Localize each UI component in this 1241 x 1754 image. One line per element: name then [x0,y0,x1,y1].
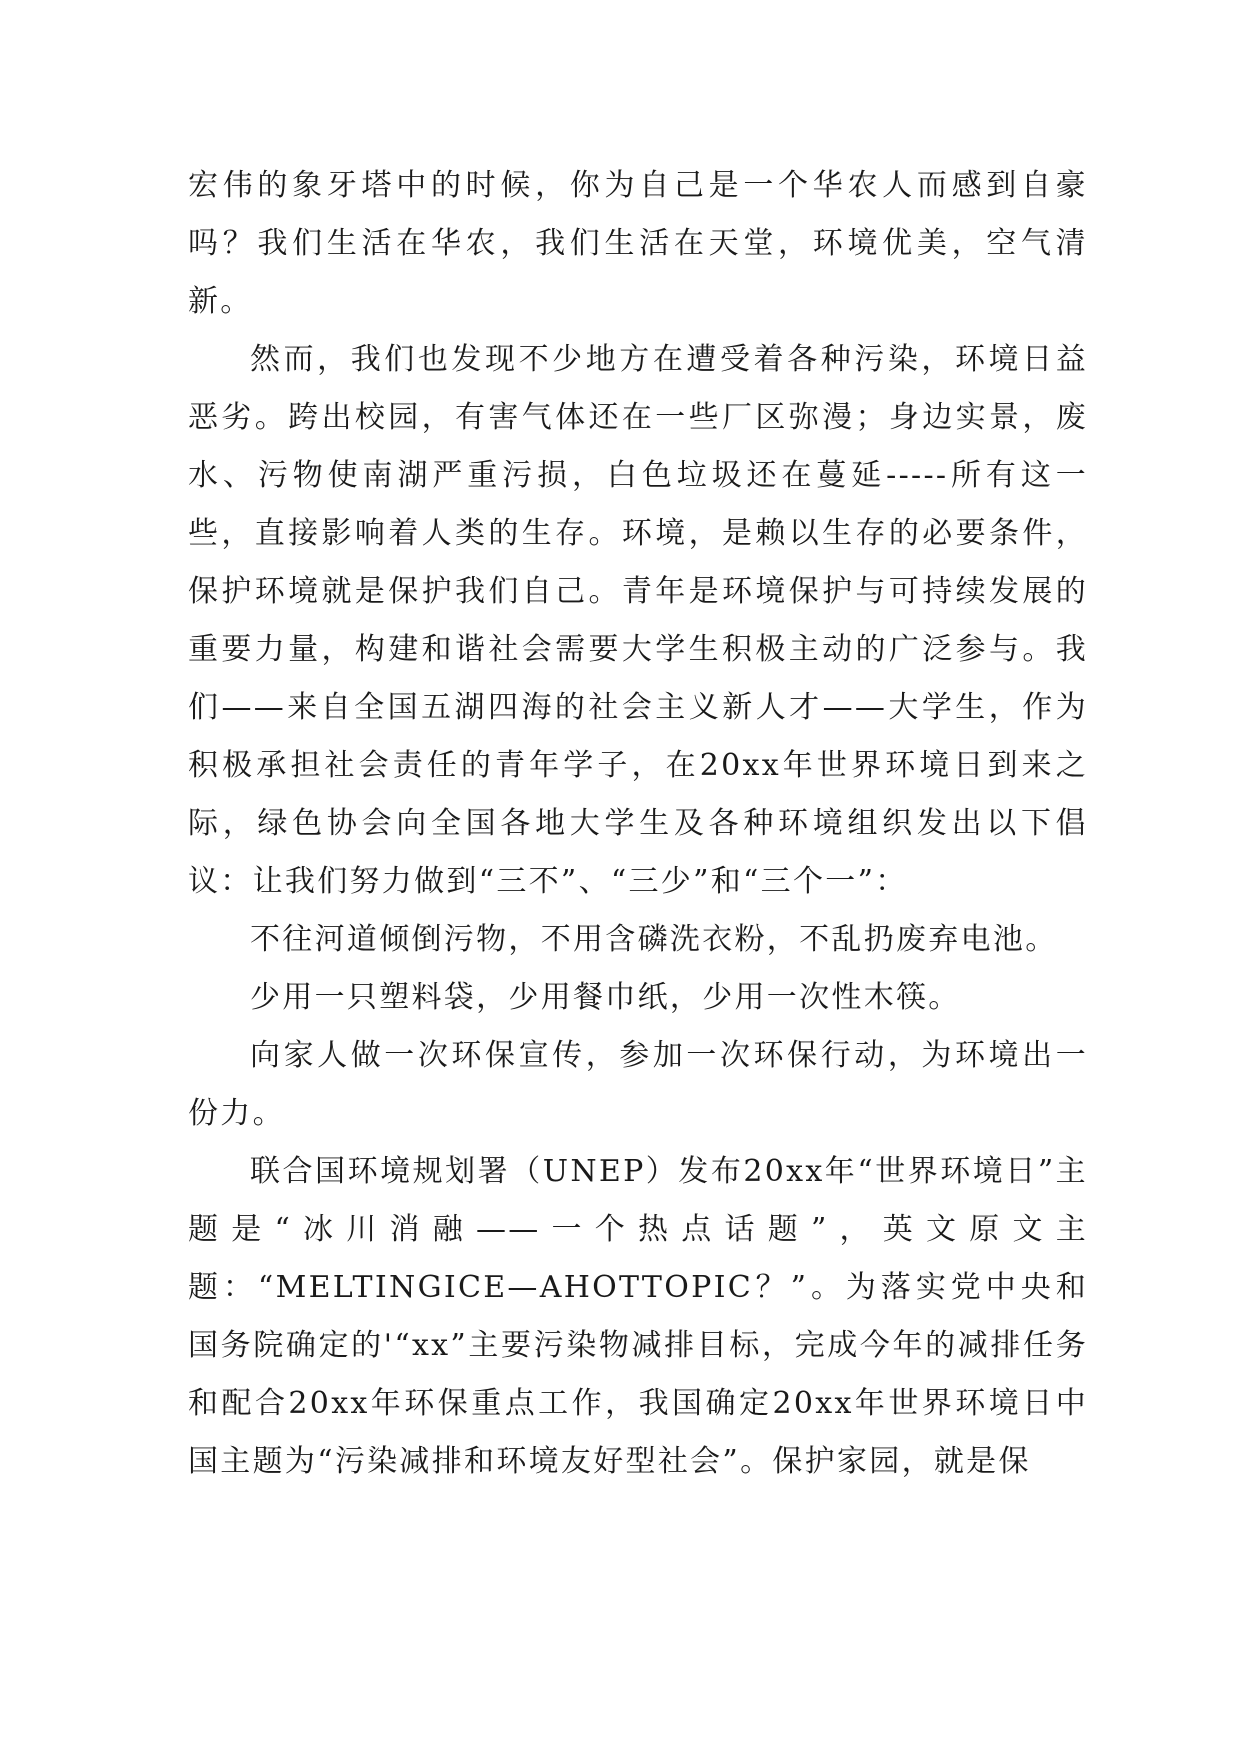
paragraph-intro: 宏伟的象牙塔中的时候，你为自己是一个华农人而感到自豪吗？我们生活在华农，我们生活在天堂，环境优美，空气清新。 [188,168,1088,319]
paragraph-world-environment-day: 联合国环境规划署（UNEP）发布20xx年“世界环境日”主题是“冰川消融——一个热点话题”，英文原文主题：“MELTINGICE—AHOTTOPIC？”。为落实党中央和国务院确定的'“xx”主要污染物减排目标，完成今年的减排任务和配合20xx年环保重点工作，我国确定20xx年世界环境日中国主题为“污染减排和环境友好型社会”。保护家园，就是保 [188,1154,1088,1479]
paragraph-three-nots: 不往河道倾倒污物，不用含磷洗衣粉，不乱扔废弃电池。 [250,922,1058,957]
paragraph-pollution-proposal: 然而，我们也发现不少地方在遭受着各种污染，环境日益恶劣。跨出校园，有害气体还在一些厂区弥漫；身边实景，废水、污物使南湖严重污损，白色垃圾还在蔓延-----所有这一些，直接影响着人类的生存。环境，是赖以生存的必要条件，保护环境就是保护我们自己。青年是环境保护与可持续发展的重要力量，构建和谐社会需要大学生积极主动的广泛参与。我们——来自全国五湖四海的社会主义新人才——大学生，作为积极承担社会责任的青年学子，在20xx年世界环境日到来之际，绿色协会向全国各地大学生及各种环境组织发出以下倡议：让我们努力做到“三不”、“三少”和“三个一”： [188,342,1088,899]
document-body [188,157,1088,1491]
paragraph-three-less: 少用一只塑料袋，少用餐巾纸，少用一次性木筷。 [250,980,961,1015]
paragraph-three-ones: 向家人做一次环保宣传，参加一次环保行动，为环境出一份力。 [188,1038,1088,1131]
